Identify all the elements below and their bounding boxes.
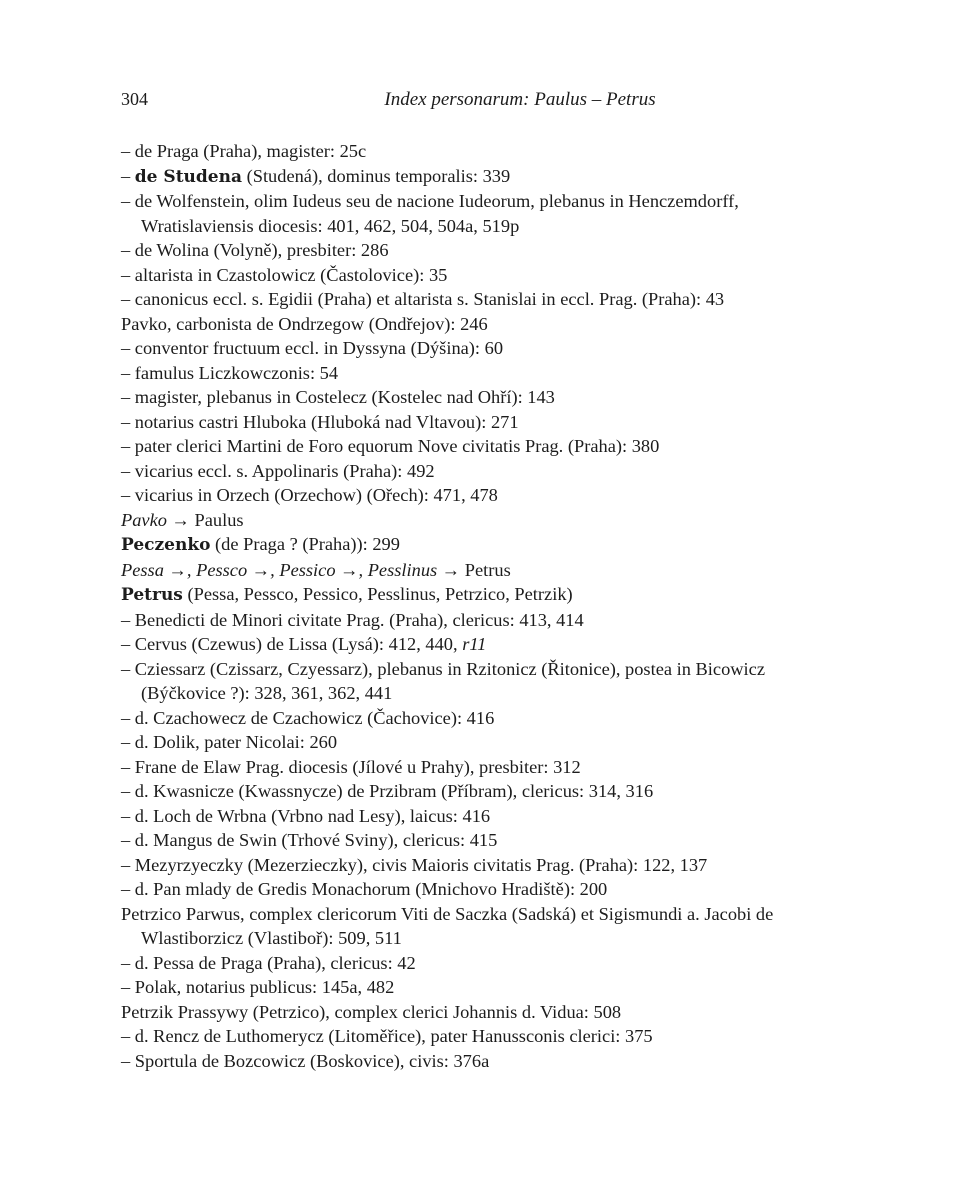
index-entry bbox=[121, 164, 833, 190]
running-head: Index personarum: Paulus – Petrus bbox=[384, 89, 656, 110]
index-entry bbox=[121, 385, 833, 410]
index-entry bbox=[121, 312, 833, 337]
entry-text: – d. Pan mlady de Gredis Monachorum (Mnichovo Hradiště): 200 bbox=[121, 879, 608, 899]
index-entry bbox=[121, 582, 833, 608]
index-entry bbox=[121, 1000, 833, 1025]
page-number: 304 bbox=[121, 89, 148, 109]
index-entry bbox=[121, 657, 833, 706]
entry-text: – conventor fructuum eccl. in Dyssyna (Dýšina): 60 bbox=[121, 338, 504, 358]
index-entry bbox=[121, 508, 833, 533]
entry-text: (Pessa, Pessco, Pessico, Pesslinus, Petrzico, Petrzik) bbox=[182, 584, 573, 604]
index-entry bbox=[121, 730, 833, 755]
entry-text: Petrzik Prassywy (Petrzico), complex clerici Johannis d. Vidua: 508 bbox=[121, 1001, 622, 1022]
entry-text: – famulus Liczkowczonis: 54 bbox=[121, 362, 339, 383]
entry-text: – Mezyrzyeczky (Mezerzieczky), civis Maioris civitatis Prag. (Praha): 122, 137 bbox=[121, 854, 708, 875]
index-entry bbox=[121, 459, 833, 484]
index-entry bbox=[121, 558, 833, 583]
entry-text: – canonicus eccl. s. Egidii (Praha) et altarista s. Stanislai in eccl. Prag. (Praha): 43 bbox=[121, 289, 725, 309]
entry-text: (de Praga ? (Praha)): 299 bbox=[210, 534, 400, 554]
entry-text: – d. Kwasnicze (Kwassnycze) de Przibram (Příbram), clericus: 314, 316 bbox=[121, 781, 654, 801]
entry-crossref: Pessa →, Pessco →, Pessico →, Pesslinus bbox=[121, 559, 438, 580]
index-entry bbox=[121, 189, 833, 238]
entry-text: Pavko, carbonista de Ondrzegow (Ondřejov): 246 bbox=[121, 313, 488, 334]
entry-text: – Cziessarz (Czissarz, Czyessarz), plebanus in Rzitonicz (Řitonice), postea in Bicowicz (Býčkovice ?): 328, 361, 362, 441 bbox=[121, 658, 765, 703]
entry-text: – Frane de Elaw Prag. diocesis (Jílové u Prahy), presbiter: 312 bbox=[121, 756, 581, 777]
index-entry bbox=[121, 951, 833, 976]
entry-italic-ref: r11 bbox=[462, 634, 487, 654]
entry-text: – Sportula de Bozcowicz (Boskovice), civis: 376a bbox=[121, 1050, 490, 1071]
entry-headword: Petrus bbox=[121, 585, 183, 605]
entry-crossref: Pavko bbox=[121, 509, 167, 530]
index-entry bbox=[121, 361, 833, 386]
entry-text: – de Wolina (Volyně), presbiter: 286 bbox=[121, 240, 389, 260]
entry-text: → Petrus bbox=[437, 559, 511, 580]
entry-text: – de Praga (Praha), magister: 25c bbox=[121, 141, 367, 161]
index-entry bbox=[121, 410, 833, 435]
entry-text: – Benedicti de Minori civitate Prag. (Praha), clericus: 413, 414 bbox=[121, 609, 584, 630]
index-entry bbox=[121, 1049, 833, 1074]
entry-text: – d. Mangus de Swin (Trhové Sviny), clericus: 415 bbox=[121, 830, 498, 850]
index-entry bbox=[121, 828, 833, 853]
index-entry bbox=[121, 483, 833, 508]
index-entry bbox=[121, 287, 833, 312]
index-entry bbox=[121, 902, 833, 951]
entry-text: – Cervus (Czewus) de Lissa (Lysá): 412, 440, bbox=[121, 634, 463, 654]
index-entry bbox=[121, 632, 833, 657]
index-entry bbox=[121, 532, 833, 558]
index-entry bbox=[121, 779, 833, 804]
index-entry bbox=[121, 706, 833, 731]
entry-text: Petrzico Parwus, complex clericorum Viti de Saczka (Sadská) et Sigismundi a. Jacobi de Wlastiborzicz (Vlastiboř): 509, 511 bbox=[121, 903, 774, 948]
entry-text: – d. Rencz de Luthomerycz (Litoměřice), pater Hanussconis clerici: 375 bbox=[121, 1026, 653, 1046]
entry-text: – magister, plebanus in Costelecz (Kostelec nad Ohří): 143 bbox=[121, 387, 555, 407]
entry-text: – notarius castri Hluboka (Hluboká nad Vltavou): 271 bbox=[121, 411, 519, 432]
entry-text: – vicarius eccl. s. Appolinaris (Praha): 492 bbox=[121, 460, 435, 481]
index-entry bbox=[121, 853, 833, 878]
index-entry bbox=[121, 139, 833, 164]
index-entry bbox=[121, 1024, 833, 1049]
index-entry bbox=[121, 877, 833, 902]
entry-text: – d. Dolik, pater Nicolai: 260 bbox=[121, 732, 338, 752]
index-entry bbox=[121, 263, 833, 288]
entry-headword: de Studena bbox=[134, 166, 242, 187]
entry-text: – d. Pessa de Praga (Praha), clericus: 42 bbox=[121, 952, 416, 973]
entry-headword: Peczenko bbox=[121, 535, 211, 555]
index-entry bbox=[121, 238, 833, 263]
index-entry bbox=[121, 608, 833, 633]
entry-prefix: – bbox=[121, 165, 135, 186]
entry-text: – de Wolfenstein, olim Iudeus seu de nacione Iudeorum, plebanus in Henczemdorff, Wratislaviensis diocesis: 401, 462, 504, 504a, 519p bbox=[121, 191, 739, 236]
index-entries bbox=[121, 139, 833, 1073]
entry-text: – d. Czachowecz de Czachowicz (Čachovice): 416 bbox=[121, 707, 495, 728]
entry-text: – d. Loch de Wrbna (Vrbno nad Lesy), laicus: 416 bbox=[121, 805, 491, 826]
index-entry bbox=[121, 336, 833, 361]
index-entry bbox=[121, 434, 833, 459]
entry-text: – altarista in Czastolowicz (Častolovice): 35 bbox=[121, 264, 448, 285]
index-entry bbox=[121, 975, 833, 1000]
index-entry bbox=[121, 755, 833, 780]
entry-text: – vicarius in Orzech (Orzechow) (Ořech): 471, 478 bbox=[121, 485, 498, 505]
entry-text: – Polak, notarius publicus: 145a, 482 bbox=[121, 977, 395, 997]
entry-text: – pater clerici Martini de Foro equorum Nove civitatis Prag. (Praha): 380 bbox=[121, 436, 660, 456]
entry-text: → Paulus bbox=[166, 509, 244, 530]
entry-text: (Studená), dominus temporalis: 339 bbox=[242, 165, 511, 186]
index-entry bbox=[121, 804, 833, 829]
